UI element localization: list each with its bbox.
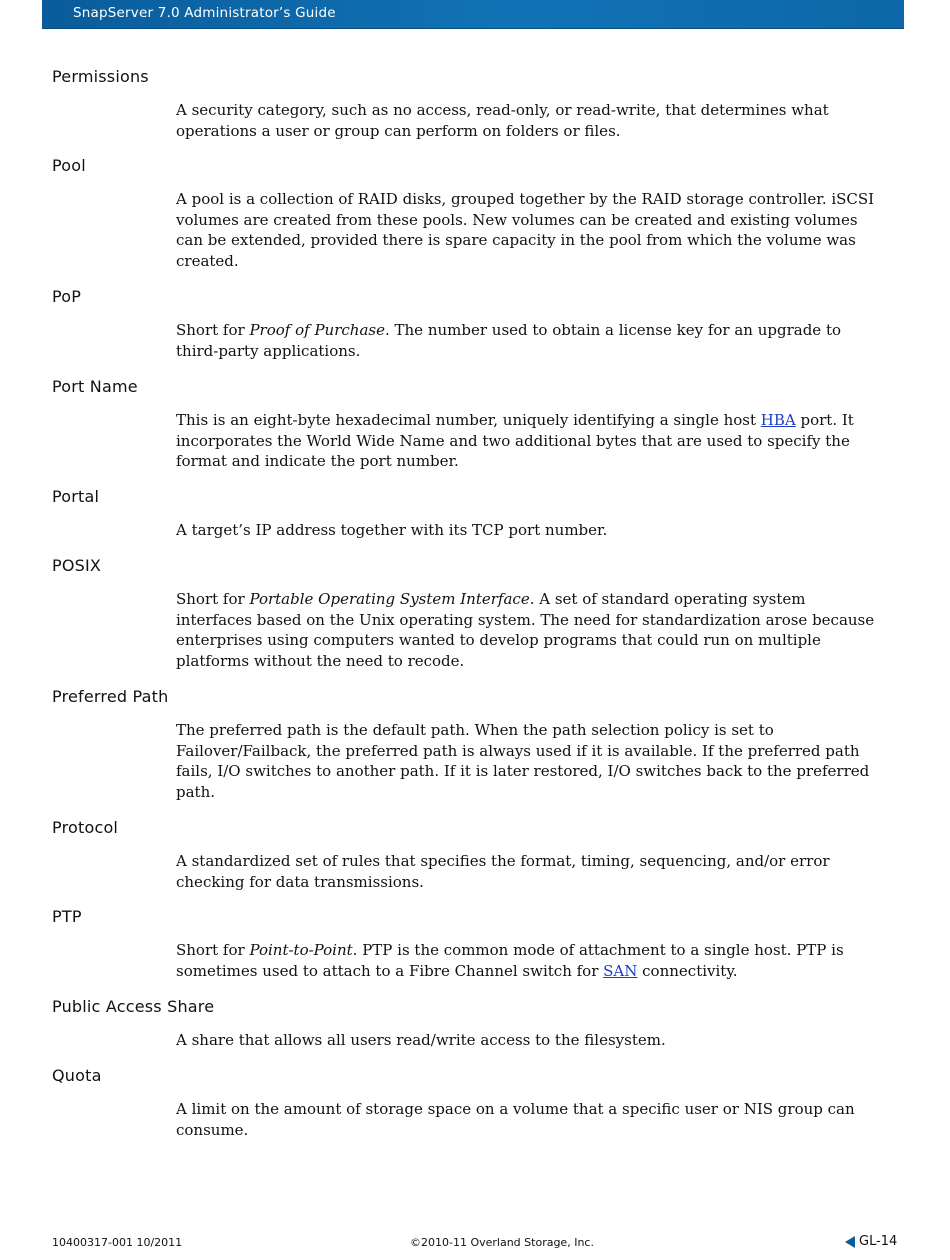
def-line: path. xyxy=(176,783,216,802)
term-posix: POSIX xyxy=(52,556,102,575)
def-line: created. xyxy=(176,252,239,271)
term-ptp: PTP xyxy=(52,907,82,926)
def-text: . PTP is the common mode of attachment to a single host. PTP is xyxy=(352,941,844,959)
def-protocol xyxy=(176,851,900,892)
def-line: A limit on the amount of storage space on a volume that a specific user or NIS group can xyxy=(176,1100,855,1118)
def-emphasis: Portable Operating System Interface xyxy=(249,590,530,608)
def-line: fails, I/O switches to another path. If it is later restored, I/O switches back to the preferred xyxy=(176,762,870,781)
term-protocol: Protocol xyxy=(52,818,119,837)
def-preferred-path xyxy=(176,720,900,803)
def-portal xyxy=(176,520,900,541)
def-ptp xyxy=(176,940,900,981)
def-posix xyxy=(176,589,900,672)
header-title: SnapServer 7.0 Administrator’s Guide xyxy=(73,5,336,21)
def-pool xyxy=(176,189,900,272)
term-portal: Portal xyxy=(52,487,100,506)
def-line xyxy=(176,410,900,431)
def-text: . A set of standard operating system xyxy=(529,590,806,608)
def-text: Short for xyxy=(176,321,250,339)
def-public-access-share xyxy=(176,1030,900,1051)
def-line: Failover/Failback, the preferred path is always used if it is available. If the preferred path xyxy=(176,741,860,760)
def-text: This is an eight-byte hexadecimal number, uniquely identifying a single host xyxy=(176,411,761,429)
def-line xyxy=(176,589,900,610)
def-line: checking for data transmissions. xyxy=(176,872,424,891)
term-pool: Pool xyxy=(52,156,86,175)
def-line: enterprises using computers wanted to develop programs that could run on multiple xyxy=(176,631,821,650)
def-text: connectivity. xyxy=(637,961,738,980)
def-line: format and indicate the port number. xyxy=(176,452,459,471)
footer-page-nav[interactable] xyxy=(845,1234,897,1249)
def-line: can be extended, provided there is spare capacity in the pool from which the volume was xyxy=(176,231,856,250)
def-line: A target’s IP address together with its TCP port number. xyxy=(176,521,608,539)
def-line: third-party applications. xyxy=(176,341,361,360)
def-line: A share that allows all users read/write access to the filesystem. xyxy=(176,1031,666,1049)
def-text: sometimes used to attach to a Fibre Channel switch for xyxy=(176,961,604,980)
footer-doc-number: 10400317-001 10/2011 xyxy=(52,1236,183,1249)
def-permissions xyxy=(176,100,900,141)
def-line: A standardized set of rules that specifies the format, timing, sequencing, and/or error xyxy=(176,852,830,870)
previous-page-icon[interactable] xyxy=(845,1236,855,1248)
def-emphasis: Point-to-Point xyxy=(249,941,353,959)
def-line: interfaces based on the Unix operating system. The need for standardization arose because xyxy=(176,610,875,629)
def-line xyxy=(176,961,900,982)
def-text: Short for xyxy=(176,941,250,959)
header-bar xyxy=(42,0,904,29)
def-line: incorporates the World Wide Name and two additional bytes that are used to specify the xyxy=(176,431,850,450)
def-line: platforms without the need to recode. xyxy=(176,652,465,671)
term-port-name: Port Name xyxy=(52,377,138,396)
term-preferred-path: Preferred Path xyxy=(52,687,169,706)
def-port-name xyxy=(176,410,900,472)
san-link[interactable]: SAN xyxy=(603,961,638,980)
term-quota: Quota xyxy=(52,1066,102,1085)
page-number: GL-14 xyxy=(859,1234,898,1249)
def-line: A security category, such as no access, read-only, or read-write, that determines what xyxy=(176,101,829,119)
term-public-access-share: Public Access Share xyxy=(52,997,215,1016)
def-text: Short for xyxy=(176,590,250,608)
def-emphasis: Proof of Purchase xyxy=(249,321,385,339)
def-line: The preferred path is the default path. When the path selection policy is set to xyxy=(176,721,774,739)
def-quota xyxy=(176,1099,900,1140)
hba-link[interactable]: HBA xyxy=(760,411,796,429)
def-line: operations a user or group can perform on folders or files. xyxy=(176,121,621,140)
def-pop xyxy=(176,320,900,361)
def-line: volumes are created from these pools. New volumes can be created and existing volumes xyxy=(176,210,858,229)
def-text: . The number used to obtain a license key for an upgrade to xyxy=(384,321,842,339)
def-line: consume. xyxy=(176,1120,249,1139)
term-permissions: Permissions xyxy=(52,67,149,86)
term-pop: PoP xyxy=(52,287,82,306)
def-line xyxy=(176,940,900,961)
footer-copyright: ©2010-11 Overland Storage, Inc. xyxy=(410,1236,594,1249)
def-text: port. It xyxy=(795,411,854,429)
def-line xyxy=(176,320,900,341)
def-line: A pool is a collection of RAID disks, grouped together by the RAID storage controller. iSCSI xyxy=(176,190,875,208)
